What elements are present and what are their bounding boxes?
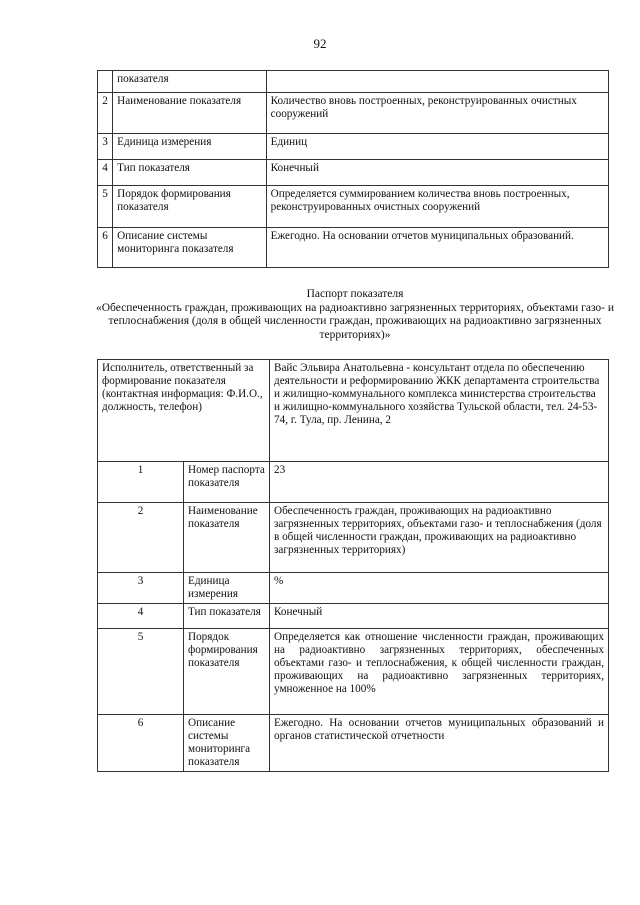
table-row [98, 629, 609, 715]
row-number: 2 [98, 93, 113, 134]
row-value: Ежегодно. На основании отчетов муниципальных образований. [266, 228, 608, 268]
table-row [98, 503, 609, 573]
passport-header [90, 288, 620, 342]
row-label: Единица измерения [184, 573, 270, 604]
table-row [98, 71, 609, 93]
table-row [98, 360, 609, 462]
row-label: Наименование показателя [113, 93, 267, 134]
row-label: Тип показателя [113, 160, 267, 186]
row-number: 4 [98, 160, 113, 186]
row-label: показателя [113, 71, 267, 93]
row-value: Обеспеченность граждан, проживающих на радиоактивно загрязненных территориях, объектами газо- и теплоснабжения (доля в общей численности граждан, проживающих на радиоактивно загрязненных территориях) [270, 503, 609, 573]
row-label: Порядок формирования показателя [113, 186, 267, 228]
row-number: 5 [98, 629, 184, 715]
row-label: Порядок формирования показателя [184, 629, 270, 715]
executor-label: Исполнитель, ответственный за формирование показателя (контактная информация: Ф.И.О., должность, телефон) [98, 360, 270, 462]
row-label: Описание системы мониторинга показателя [184, 715, 270, 772]
row-value [266, 71, 608, 93]
executor-value: Вайс Эльвира Анатольевна - консультант отдела по обеспечению деятельности и реформированию ЖКК департамента строительства и жилищно-коммунального комплекса министерства строительства и жилищно-коммунального хозяйства Тульской области, тел. 24-53-74, г. Тула, пр. Ленина, 2 [270, 360, 609, 462]
passport-heading: Паспорт показателя [306, 288, 404, 300]
table-row [98, 604, 609, 629]
row-number: 4 [98, 604, 184, 629]
row-value: 23 [270, 462, 609, 503]
indicator-passport-table [97, 359, 609, 772]
table-row [98, 186, 609, 228]
table-row [98, 93, 609, 134]
row-label: Описание системы мониторинга показателя [113, 228, 267, 268]
row-value: Ежегодно. На основании отчетов муниципальных образований и органов статистической отчетности [270, 715, 609, 772]
row-label: Наименование показателя [184, 503, 270, 573]
row-number: 3 [98, 134, 113, 160]
row-label: Единица измерения [113, 134, 267, 160]
row-number [98, 71, 113, 93]
row-value: Определяется суммированием количества вновь построенных, реконструированных очистных сооружений [266, 186, 608, 228]
page-number: 92 [313, 36, 327, 51]
table-row [98, 228, 609, 268]
passport-title: «Обеспеченность граждан, проживающих на радиоактивно загрязненных территориях, объектами газо- и теплоснабжения (доля в общей численности граждан, проживающих на радиоактивно загрязненных территориях)» [95, 301, 615, 341]
table-row [98, 573, 609, 604]
indicator-table-continued [97, 70, 609, 268]
row-number: 5 [98, 186, 113, 228]
row-number: 2 [98, 503, 184, 573]
row-value: Конечный [270, 604, 609, 629]
row-value: Конечный [266, 160, 608, 186]
table-row [98, 160, 609, 186]
row-value: % [270, 573, 609, 604]
row-value: Определяется как отношение численности граждан, проживающих на радиоактивно загрязненных территориях, обеспеченных объектами газо- и теплоснабжения, к общей численности граждан, проживающих на радиоактивно загрязненных территориях, умноженное на 100% [270, 629, 609, 715]
row-value: Единиц [266, 134, 608, 160]
row-label: Тип показателя [184, 604, 270, 629]
row-number: 1 [98, 462, 184, 503]
table-row [98, 462, 609, 503]
table-row [98, 715, 609, 772]
table-row [98, 134, 609, 160]
row-number: 6 [98, 715, 184, 772]
row-number: 6 [98, 228, 113, 268]
row-number: 3 [98, 573, 184, 604]
row-value: Количество вновь построенных, реконструированных очистных сооружений [266, 93, 608, 134]
row-label: Номер паспорта показателя [184, 462, 270, 503]
